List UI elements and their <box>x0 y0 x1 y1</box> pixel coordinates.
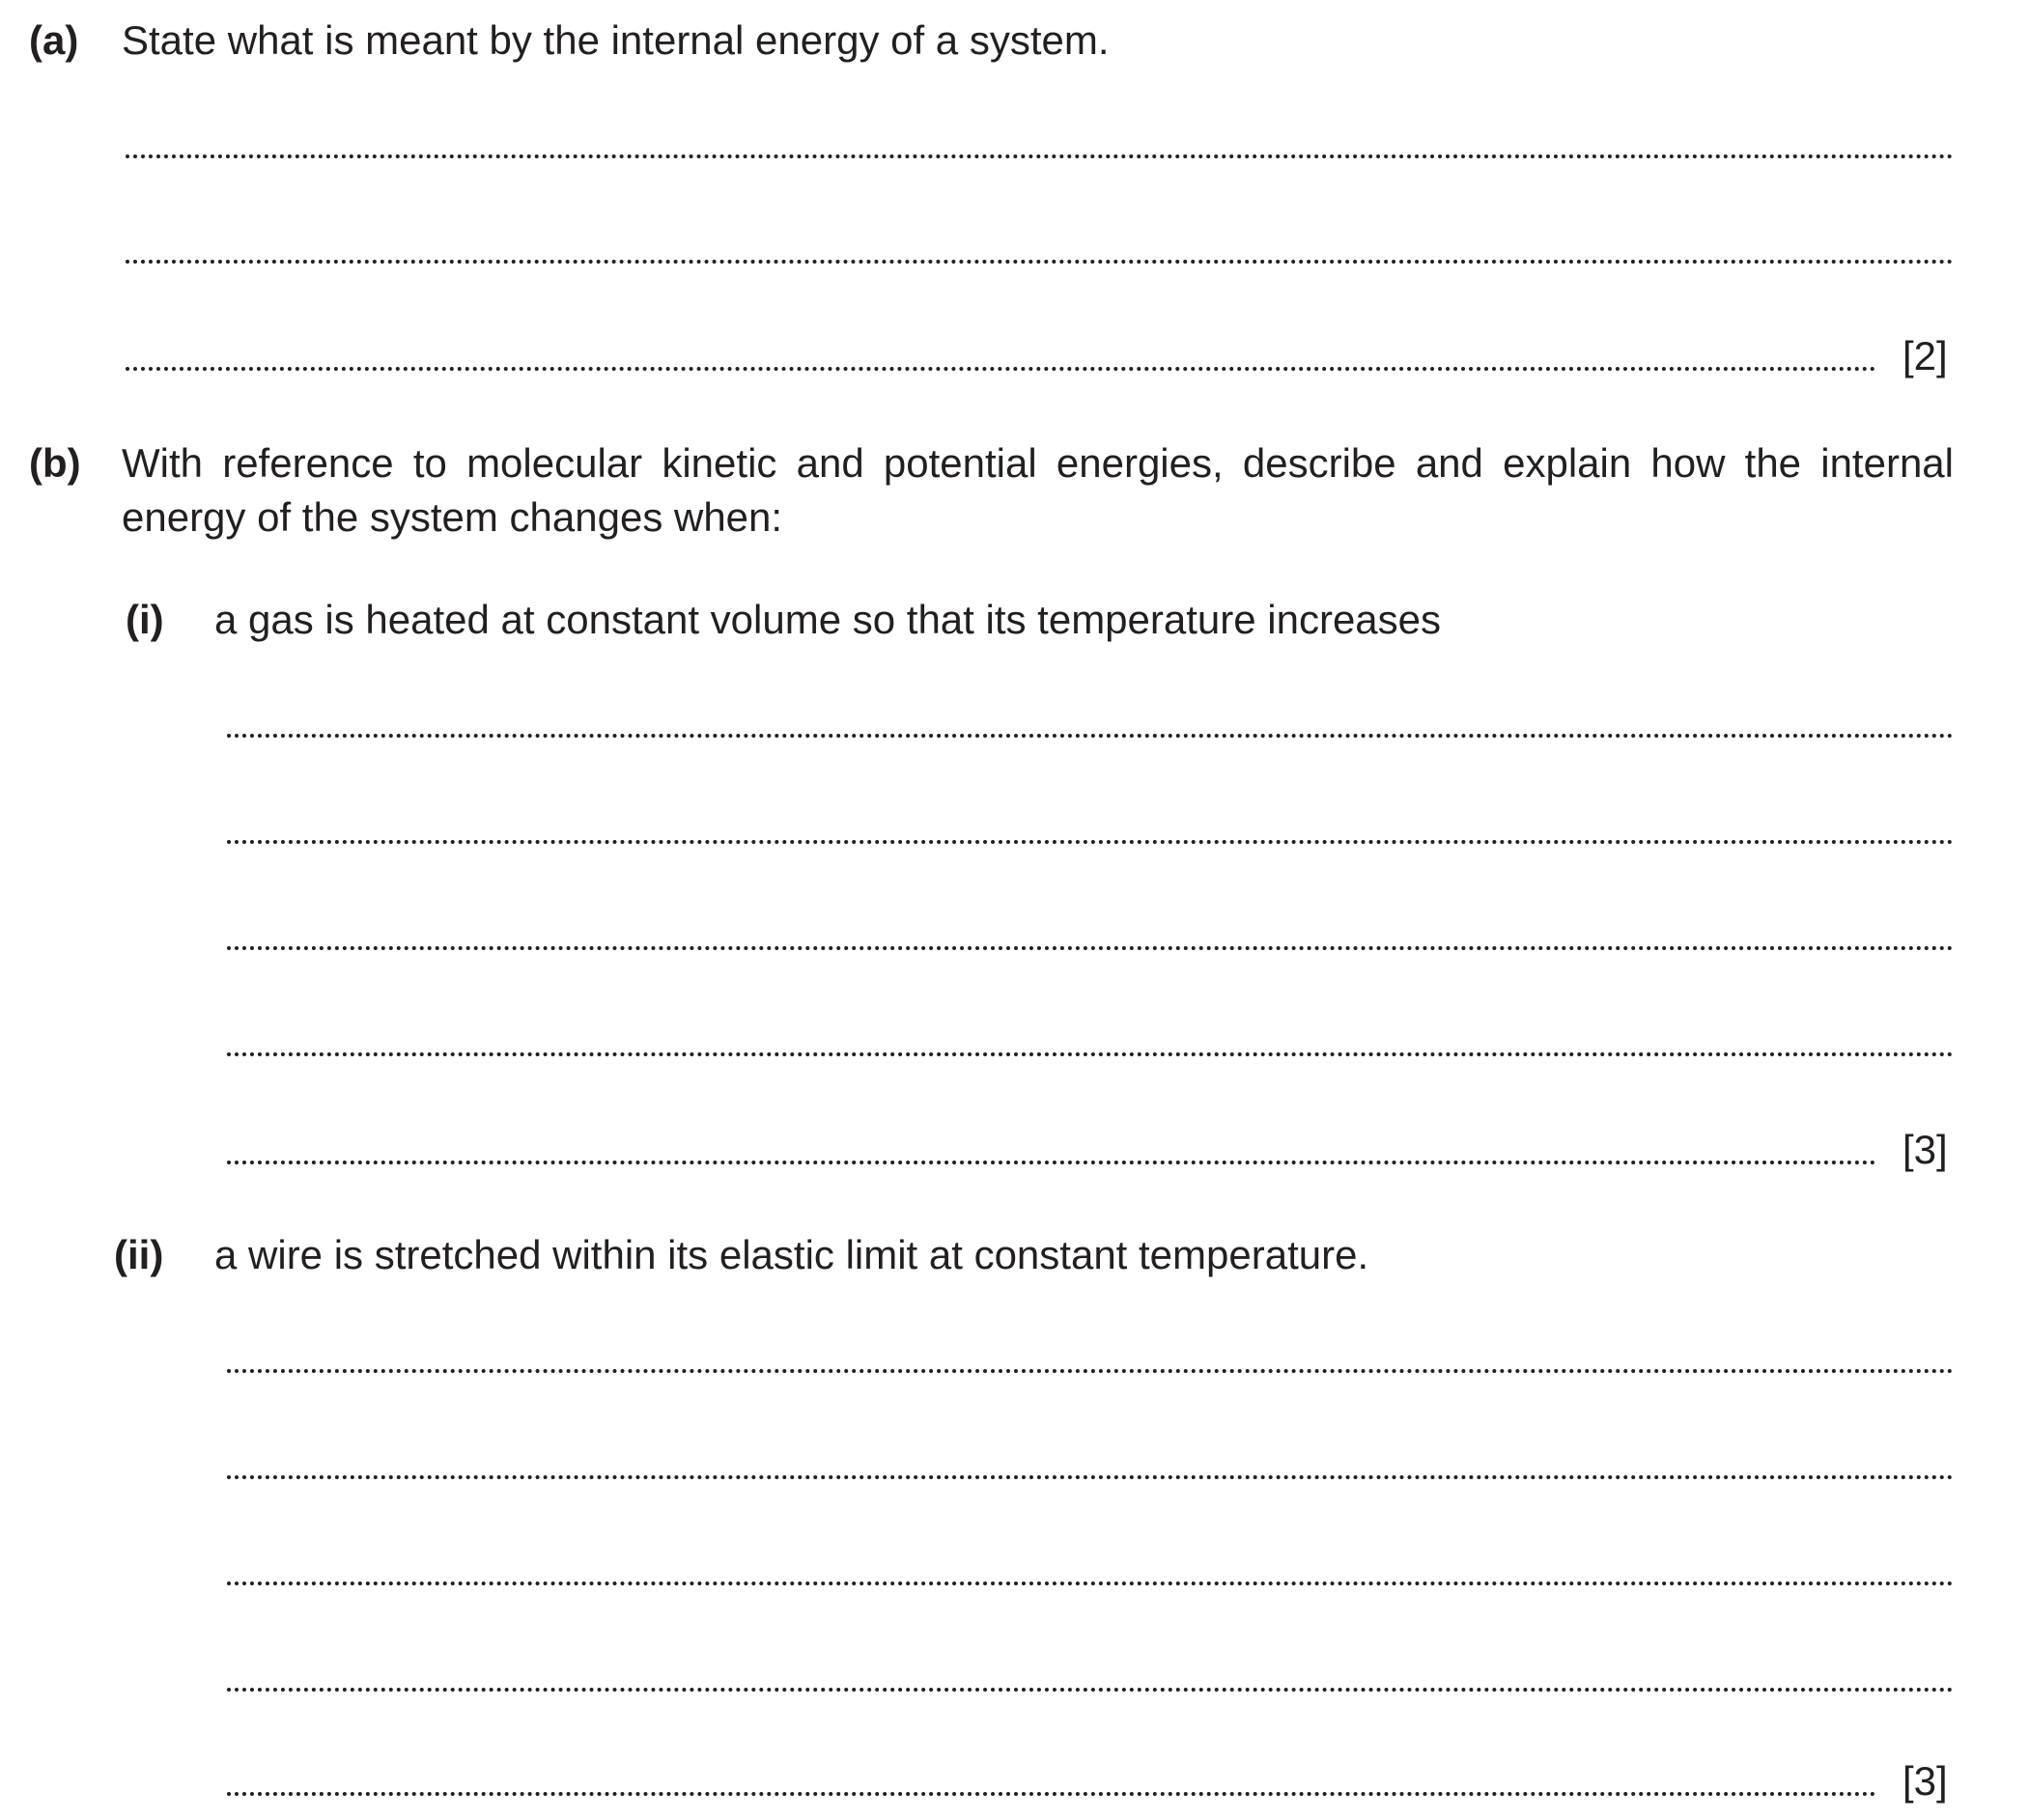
part-b-i-marks: [3] <box>1902 1127 1948 1172</box>
part-b-label: (b) <box>29 440 81 486</box>
part-b-i-answer-line-3[interactable] <box>227 946 1954 950</box>
part-a-question: State what is meant by the internal energy of a system. <box>122 17 1110 63</box>
part-b-i-answer-line-5[interactable] <box>227 1161 1876 1164</box>
part-b-ii-answer-line-1[interactable] <box>227 1369 1954 1373</box>
part-b-i-answer-line-1[interactable] <box>227 734 1954 738</box>
part-a-answer-line-2[interactable] <box>126 260 1954 264</box>
part-b-ii-answer-line-2[interactable] <box>227 1475 1954 1479</box>
part-b-ii-answer-line-4[interactable] <box>227 1688 1954 1692</box>
part-b-ii-answer-line-5[interactable] <box>227 1792 1876 1796</box>
part-a-marks: [2] <box>1902 333 1948 378</box>
part-b-ii-label: (ii) <box>114 1232 164 1277</box>
part-b-ii-answer-line-3[interactable] <box>227 1582 1954 1585</box>
part-a-answer-line-1[interactable] <box>126 154 1954 158</box>
part-a-answer-line-3[interactable] <box>126 367 1876 371</box>
part-a-label: (a) <box>29 17 79 63</box>
part-b-i-label: (i) <box>126 597 164 642</box>
part-b-question: With reference to molecular kinetic and potential energies, describe and explain how the internal energy of the system changes when: <box>122 440 1954 540</box>
part-b-i-answer-line-2[interactable] <box>227 840 1954 844</box>
part-b-i-question: a gas is heated at constant volume so that its temperature increases <box>214 597 1442 642</box>
part-b-ii-question: a wire is stretched within its elastic limit at constant temperature. <box>214 1232 1369 1277</box>
part-b-ii-marks: [3] <box>1902 1758 1948 1804</box>
part-b-i-answer-line-4[interactable] <box>227 1052 1954 1056</box>
